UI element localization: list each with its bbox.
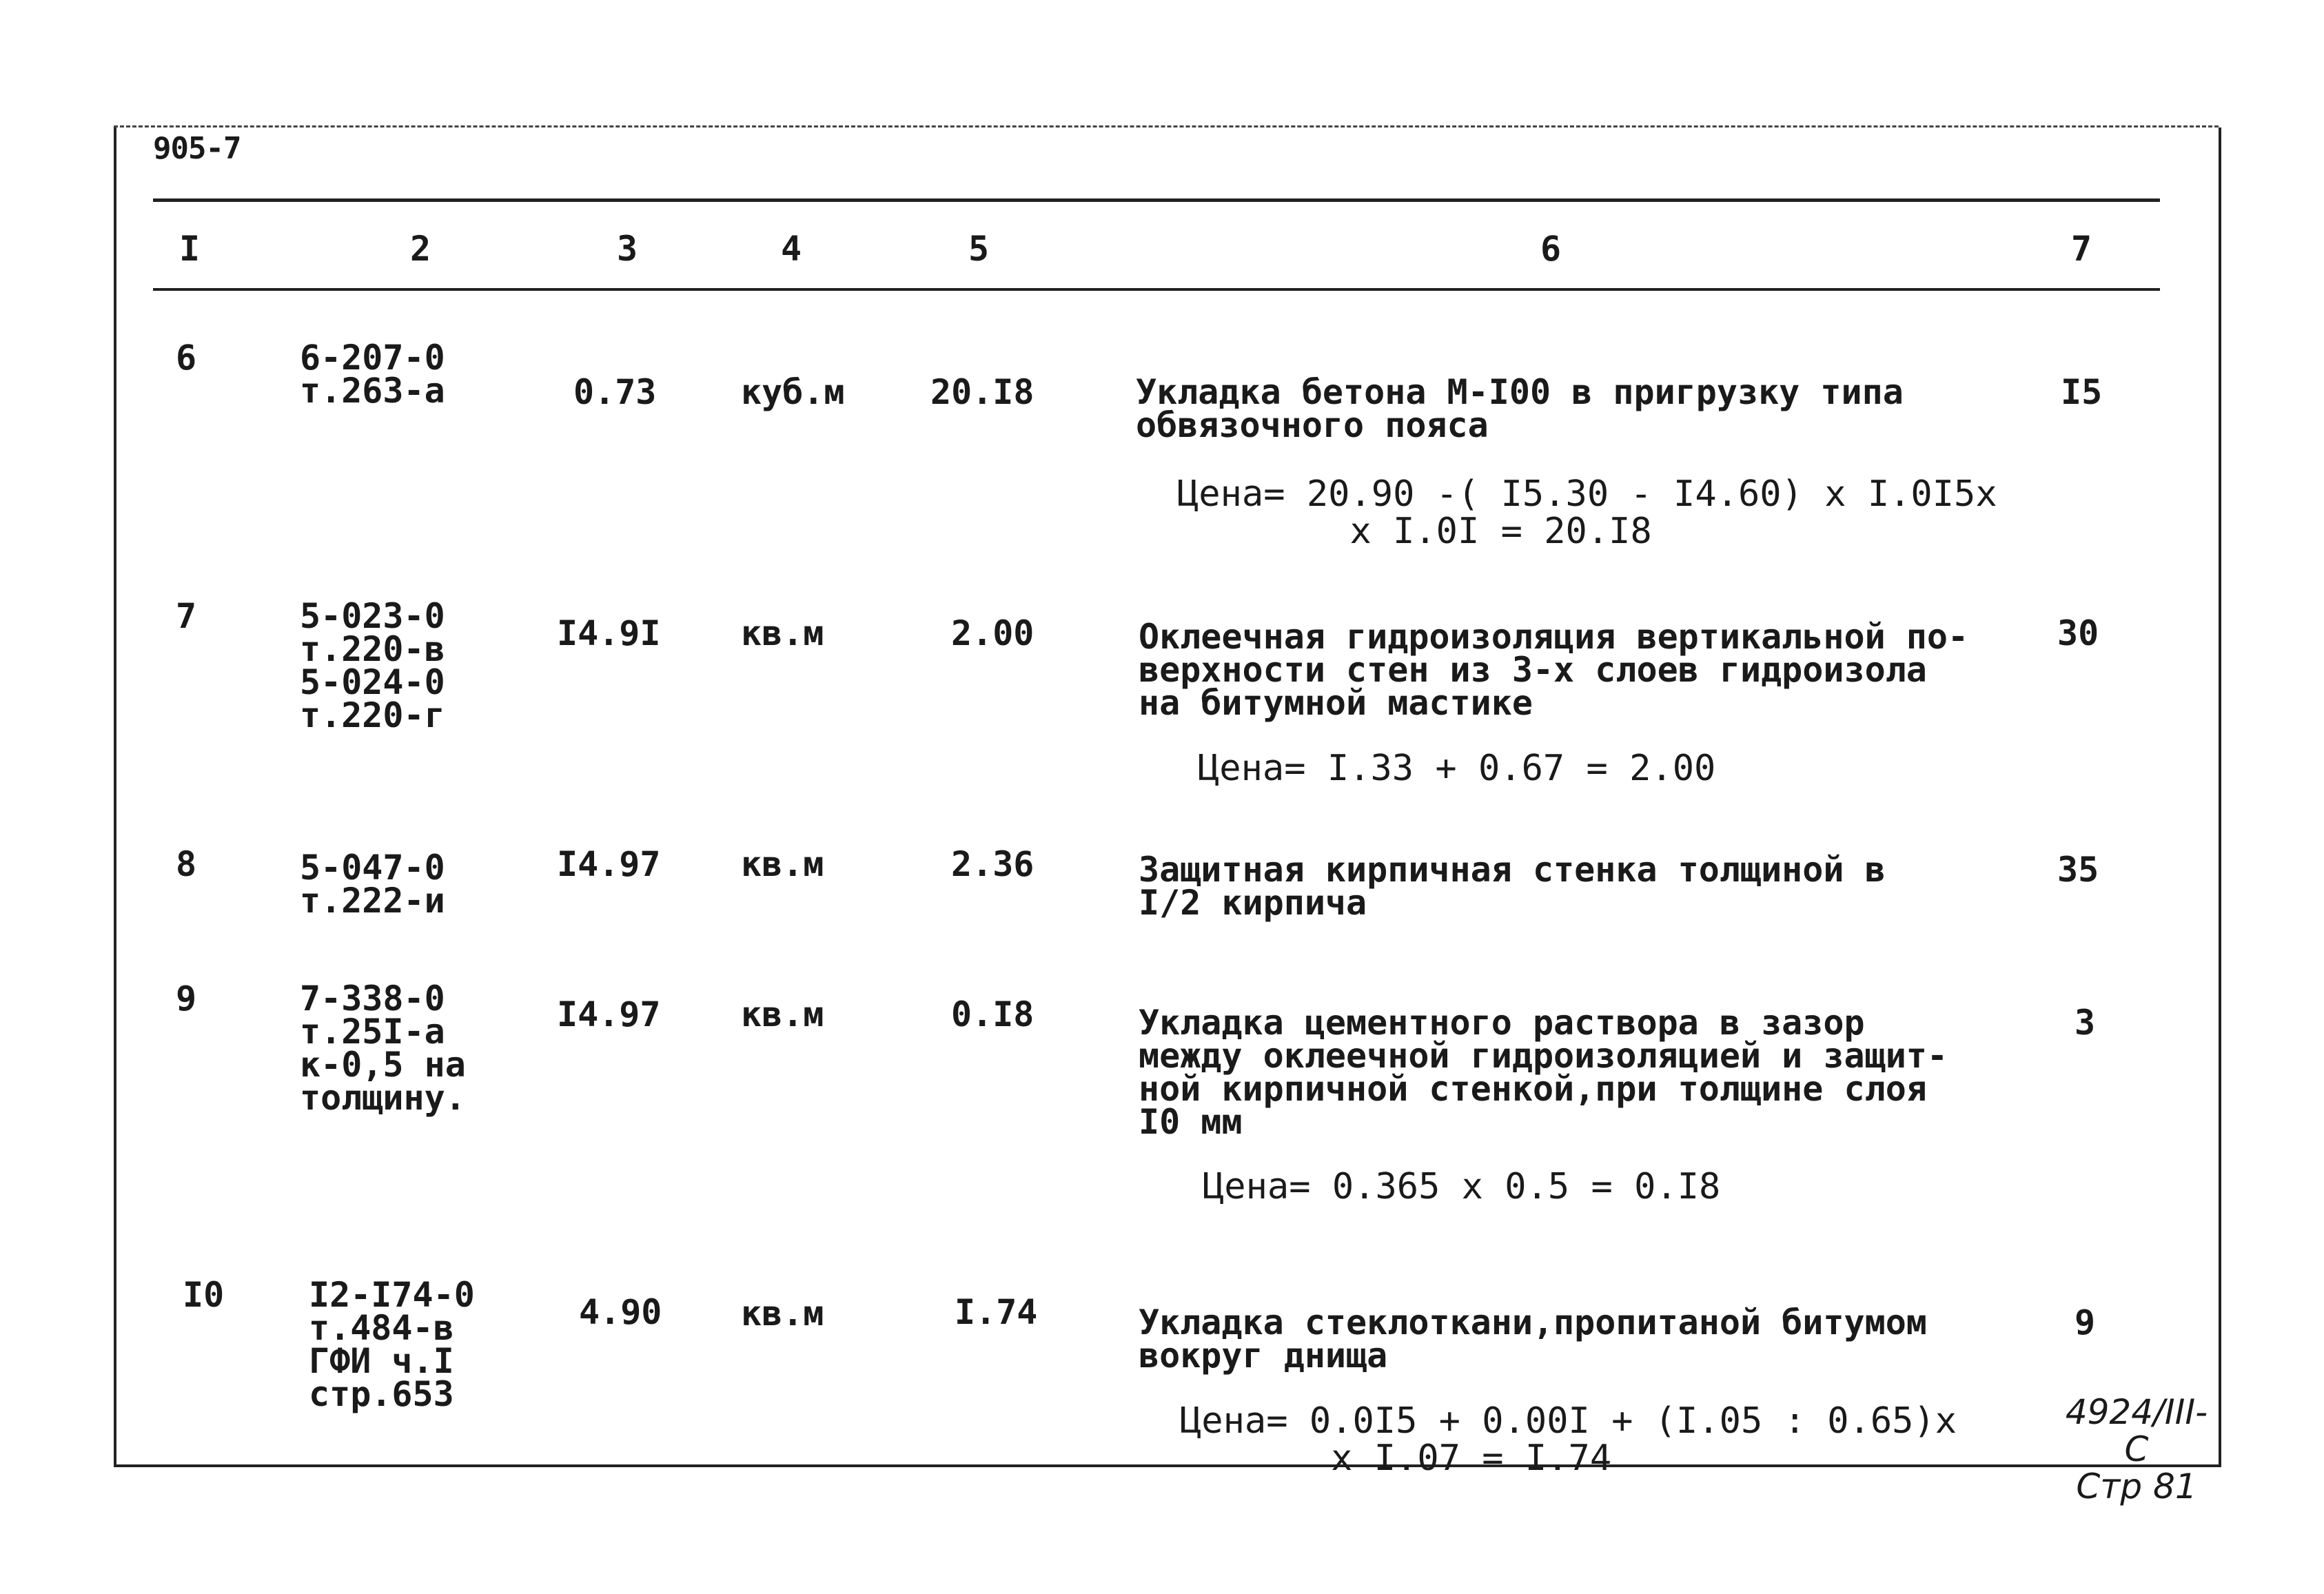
row-price: I.74: [955, 1292, 1038, 1332]
row-description: Укладка стеклоткани,пропитаной битумом вокруг днища: [1139, 1302, 1927, 1376]
row-description: Защитная кирпичная стенка толщиной в I/2 кирпича: [1139, 850, 1886, 923]
row-number: 7: [176, 596, 197, 636]
row-code: 7-338-0 т.25I-а к-0,5 на толщину.: [300, 979, 466, 1118]
header-col-2: 2: [409, 229, 431, 269]
row-col7: 35: [2057, 850, 2099, 890]
row-description: Укладка бетона М-I00 в пригрузку типа обвязочного пояса: [1136, 372, 1904, 445]
row-unit: куб.м: [741, 372, 845, 412]
header-col-4: 4: [780, 229, 802, 269]
row-unit: кв.м: [741, 844, 824, 884]
row-description: Укладка цементного раствора в зазор между оклеечной гидроизоляцией и защит- ной кирпичной стенкой,при толщине слоя I0 мм: [1139, 1003, 1948, 1142]
table-top-rule: [153, 198, 2160, 202]
row-code: 6-207-0 т.263-а: [300, 338, 445, 411]
header-col-1: I: [179, 229, 201, 269]
row-col7: 9: [2075, 1302, 2096, 1342]
row-number: 8: [176, 844, 197, 884]
header-col-7: 7: [2070, 229, 2092, 269]
row-col7: 3: [2075, 1003, 2096, 1043]
row-quantity: I4.97: [557, 844, 661, 884]
row-description: Оклеечная гидроизоляция вертикальной по- верхности стен из 3-х слоев гидроизола на битумной мастике: [1139, 617, 1969, 723]
sheet-stamp: [2057, 1393, 2216, 1505]
row-unit: кв.м: [741, 613, 824, 653]
row-price: 2.36: [951, 844, 1034, 884]
row-code: 5-023-0 т.220-в 5-024-0 т.220-г: [300, 596, 445, 735]
stamp-code: 4924/III-C: [2065, 1392, 2208, 1469]
row-price-formula: Цена= I.33 + 0.67 = 2.00: [1198, 748, 1716, 789]
row-number: 6: [176, 338, 197, 378]
stamp-page: Стр 81: [2076, 1467, 2197, 1506]
row-quantity: 4.90: [579, 1292, 662, 1332]
header-col-3: 3: [616, 229, 638, 269]
row-col7: 30: [2057, 613, 2099, 653]
row-quantity: I4.97: [557, 994, 661, 1034]
row-code: I2-I74-0 т.484-в ГФИ ч.I стр.653: [309, 1275, 475, 1414]
row-quantity: 0.73: [573, 372, 657, 412]
table-header-rule: [153, 288, 2160, 291]
row-unit: кв.м: [741, 1294, 824, 1334]
row-price-formula: Цена= 0.0I5 + 0.00I + (I.05 : 0.65)x x I.07 = I.74: [1180, 1400, 1957, 1479]
row-price-formula: Цена= 0.365 x 0.5 = 0.I8: [1203, 1166, 1721, 1207]
row-number: 9: [176, 979, 197, 1019]
row-number: I0: [183, 1275, 225, 1315]
row-price: 0.I8: [951, 994, 1034, 1034]
document-code: 905-7: [153, 131, 241, 166]
header-col-6: 6: [1540, 229, 1562, 269]
row-price: 2.00: [951, 613, 1034, 653]
header-col-5: 5: [968, 229, 990, 269]
row-quantity: I4.9I: [557, 613, 661, 653]
page-frame: [114, 127, 2221, 1467]
row-price: 20.I8: [930, 372, 1034, 412]
row-price-formula: Цена= 20.90 -( I5.30 - I4.60) x I.0I5x x I.0I = 20.I8: [1177, 473, 1997, 552]
row-col7: I5: [2061, 372, 2103, 412]
row-code: 5-047-0 т.222-и: [300, 848, 445, 921]
row-unit: кв.м: [741, 994, 824, 1034]
